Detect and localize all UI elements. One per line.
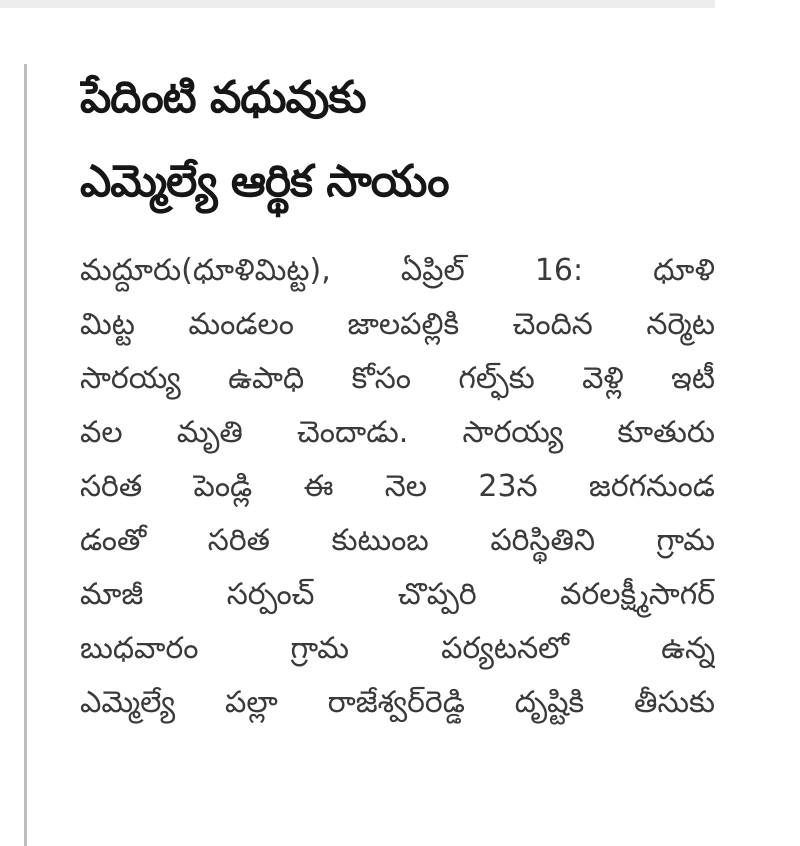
news-article (80, 56, 715, 846)
page-top-edge (0, 0, 715, 8)
headline-line: ఎమ్మెల్యే ఆర్థిక సాయం (80, 156, 449, 207)
body-line: ఎమ్మెల్యే పల్లా రాజేశ్వర్‌రెడ్డి దృష్టికి తీసుకు (80, 685, 715, 720)
body-line: బుధవారం గ్రామ పర్యటనలో ఉన్న (80, 631, 715, 666)
headline-line: పేదింటి వధువుకు (80, 72, 366, 123)
body-line: వల మృతి చెందాడు. సారయ్య కూతురు (80, 415, 715, 450)
body-line: సరిత పెండ్లి ఈ నెల 23న జరగనుండ (80, 469, 715, 504)
body-line: డంతో సరిత కుటుంబ పరిస్థితిని గ్రామ (80, 523, 715, 558)
article-body (80, 244, 715, 730)
body-line: మాజీ సర్పంచ్ చొప్పరి వరలక్ష్మీసాగర్ (80, 577, 715, 612)
body-line: మద్దూరు(ధూళిమిట్ట), ఏప్రిల్ 16: ధూళి (80, 253, 715, 288)
body-line: మిట్ట మండలం జాలపల్లికి చెందిన నర్మెట (80, 307, 715, 342)
body-line: సారయ్య ఉపాధి కోసం గల్ఫ్‌కు వెళ్లి ఇటీ (80, 361, 715, 396)
article-headline (80, 56, 715, 224)
column-divider (24, 64, 27, 846)
